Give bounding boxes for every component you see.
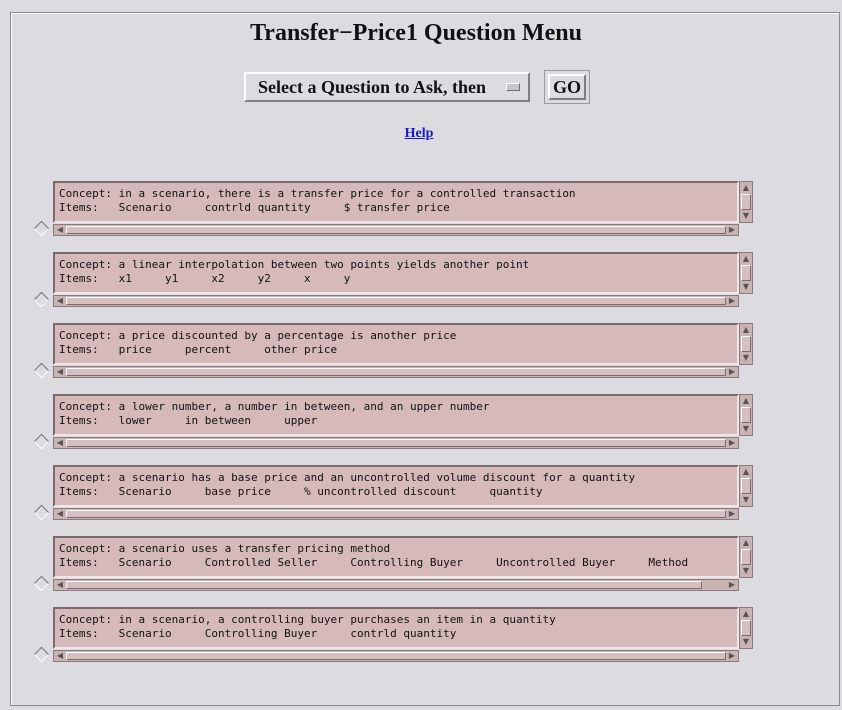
- scroll-thumb[interactable]: [66, 439, 726, 447]
- concept-description: Concept: a lower number, a number in between, and an upper number: [59, 400, 490, 413]
- scroll-right-arrow-icon[interactable]: ▶: [728, 580, 736, 589]
- concept-text-box[interactable]: [53, 181, 739, 223]
- question-select-label: Select a Question to Ask, then: [258, 77, 487, 97]
- scroll-right-arrow-icon[interactable]: ▶: [728, 509, 736, 518]
- concept-radio-button[interactable]: [34, 647, 50, 663]
- concept-row: [36, 607, 756, 667]
- concept-text-box[interactable]: [53, 465, 739, 507]
- concept-text-box[interactable]: [53, 252, 739, 294]
- vertical-scrollbar[interactable]: [739, 323, 753, 365]
- scroll-left-arrow-icon[interactable]: ◀: [56, 651, 64, 660]
- option-menu-indicator-icon: [506, 83, 520, 91]
- scroll-thumb[interactable]: [66, 510, 726, 518]
- scroll-thumb[interactable]: [66, 226, 726, 234]
- scroll-up-arrow-icon[interactable]: ▲: [742, 396, 750, 405]
- horizontal-scrollbar[interactable]: [53, 650, 739, 662]
- vertical-scrollbar[interactable]: [739, 607, 753, 649]
- page-title: Transfer−Price1 Question Menu: [250, 20, 582, 46]
- horizontal-scrollbar[interactable]: [53, 508, 739, 520]
- help-link[interactable]: Help: [404, 126, 434, 141]
- concept-items: Items: Scenario base price % uncontrolled discount quantity: [59, 485, 543, 498]
- concept-row: [36, 252, 756, 312]
- scroll-down-arrow-icon[interactable]: ▼: [742, 424, 750, 433]
- scroll-up-arrow-icon[interactable]: ▲: [742, 538, 750, 547]
- scroll-down-arrow-icon[interactable]: ▼: [742, 353, 750, 362]
- concept-row: [36, 465, 756, 525]
- scroll-left-arrow-icon[interactable]: ◀: [56, 367, 64, 376]
- horizontal-scrollbar[interactable]: [53, 295, 739, 307]
- horizontal-scrollbar[interactable]: [53, 224, 739, 236]
- scroll-down-arrow-icon[interactable]: ▼: [742, 211, 750, 220]
- concept-description: Concept: a linear interpolation between two points yields another point: [59, 258, 530, 271]
- scroll-thumb[interactable]: [741, 265, 751, 281]
- scroll-left-arrow-icon[interactable]: ◀: [56, 296, 64, 305]
- scroll-thumb[interactable]: [66, 652, 726, 660]
- question-select[interactable]: [244, 72, 530, 102]
- horizontal-scrollbar[interactable]: [53, 437, 739, 449]
- scroll-right-arrow-icon[interactable]: ▶: [728, 367, 736, 376]
- go-button-frame: [544, 70, 590, 104]
- vertical-scrollbar[interactable]: [739, 252, 753, 294]
- concept-description: Concept: in a scenario, there is a transfer price for a controlled transaction: [59, 187, 576, 200]
- vertical-scrollbar[interactable]: [739, 465, 753, 507]
- concept-description: Concept: a price discounted by a percentage is another price: [59, 329, 457, 342]
- scroll-left-arrow-icon[interactable]: ◀: [56, 438, 64, 447]
- concept-items: Items: Scenario Controlled Seller Controlling Buyer Uncontrolled Buyer Method: [59, 556, 689, 569]
- concept-text-box[interactable]: [53, 394, 739, 436]
- concept-description: Concept: a scenario has a base price and an uncontrolled volume discount for a quantity: [59, 471, 636, 484]
- concept-row: [36, 323, 756, 383]
- horizontal-scrollbar[interactable]: [53, 579, 739, 591]
- concept-text-box[interactable]: [53, 323, 739, 365]
- scroll-down-arrow-icon[interactable]: ▼: [742, 495, 750, 504]
- scroll-left-arrow-icon[interactable]: ◀: [56, 509, 64, 518]
- scroll-thumb[interactable]: [741, 478, 751, 494]
- scroll-up-arrow-icon[interactable]: ▲: [742, 609, 750, 618]
- concept-items: Items: lower in between upper: [59, 414, 318, 427]
- concept-description: Concept: a scenario uses a transfer pricing method: [59, 542, 391, 555]
- scroll-right-arrow-icon[interactable]: ▶: [728, 651, 736, 660]
- concept-items: Items: Scenario Controlling Buyer contrld quantity: [59, 627, 457, 640]
- concept-items: Items: x1 y1 x2 y2 x y: [59, 272, 351, 285]
- scroll-right-arrow-icon[interactable]: ▶: [728, 225, 736, 234]
- scroll-thumb[interactable]: [741, 620, 751, 636]
- concept-radio-button[interactable]: [34, 434, 50, 450]
- scroll-down-arrow-icon[interactable]: ▼: [742, 566, 750, 575]
- concept-radio-button[interactable]: [34, 221, 50, 237]
- scroll-thumb[interactable]: [741, 336, 751, 352]
- concept-row: [36, 394, 756, 454]
- scroll-up-arrow-icon[interactable]: ▲: [742, 467, 750, 476]
- concept-row: [36, 181, 756, 241]
- scroll-thumb[interactable]: [66, 297, 726, 305]
- scroll-left-arrow-icon[interactable]: ◀: [56, 225, 64, 234]
- scroll-down-arrow-icon[interactable]: ▼: [742, 282, 750, 291]
- scroll-up-arrow-icon[interactable]: ▲: [742, 254, 750, 263]
- horizontal-scrollbar[interactable]: [53, 366, 739, 378]
- scroll-thumb[interactable]: [741, 407, 751, 423]
- concept-items: Items: price percent other price: [59, 343, 338, 356]
- scroll-up-arrow-icon[interactable]: ▲: [742, 325, 750, 334]
- concept-text-box[interactable]: [53, 536, 739, 578]
- go-button[interactable]: GO: [548, 74, 586, 100]
- concept-radio-button[interactable]: [34, 363, 50, 379]
- scroll-thumb[interactable]: [66, 581, 702, 589]
- scroll-up-arrow-icon[interactable]: ▲: [742, 183, 750, 192]
- scroll-right-arrow-icon[interactable]: ▶: [728, 296, 736, 305]
- scroll-right-arrow-icon[interactable]: ▶: [728, 438, 736, 447]
- vertical-scrollbar[interactable]: [739, 181, 753, 223]
- concept-radio-button[interactable]: [34, 505, 50, 521]
- concept-radio-button[interactable]: [34, 292, 50, 308]
- scroll-thumb[interactable]: [741, 549, 751, 565]
- concept-items: Items: Scenario contrld quantity $ transfer price: [59, 201, 450, 214]
- scroll-thumb[interactable]: [741, 194, 751, 210]
- vertical-scrollbar[interactable]: [739, 394, 753, 436]
- concept-text-box[interactable]: [53, 607, 739, 649]
- scroll-thumb[interactable]: [66, 368, 726, 376]
- scroll-left-arrow-icon[interactable]: ◀: [56, 580, 64, 589]
- concept-row: [36, 536, 756, 596]
- concept-radio-button[interactable]: [34, 576, 50, 592]
- vertical-scrollbar[interactable]: [739, 536, 753, 578]
- concept-description: Concept: in a scenario, a controlling buyer purchases an item in a quantity: [59, 613, 556, 626]
- scroll-down-arrow-icon[interactable]: ▼: [742, 637, 750, 646]
